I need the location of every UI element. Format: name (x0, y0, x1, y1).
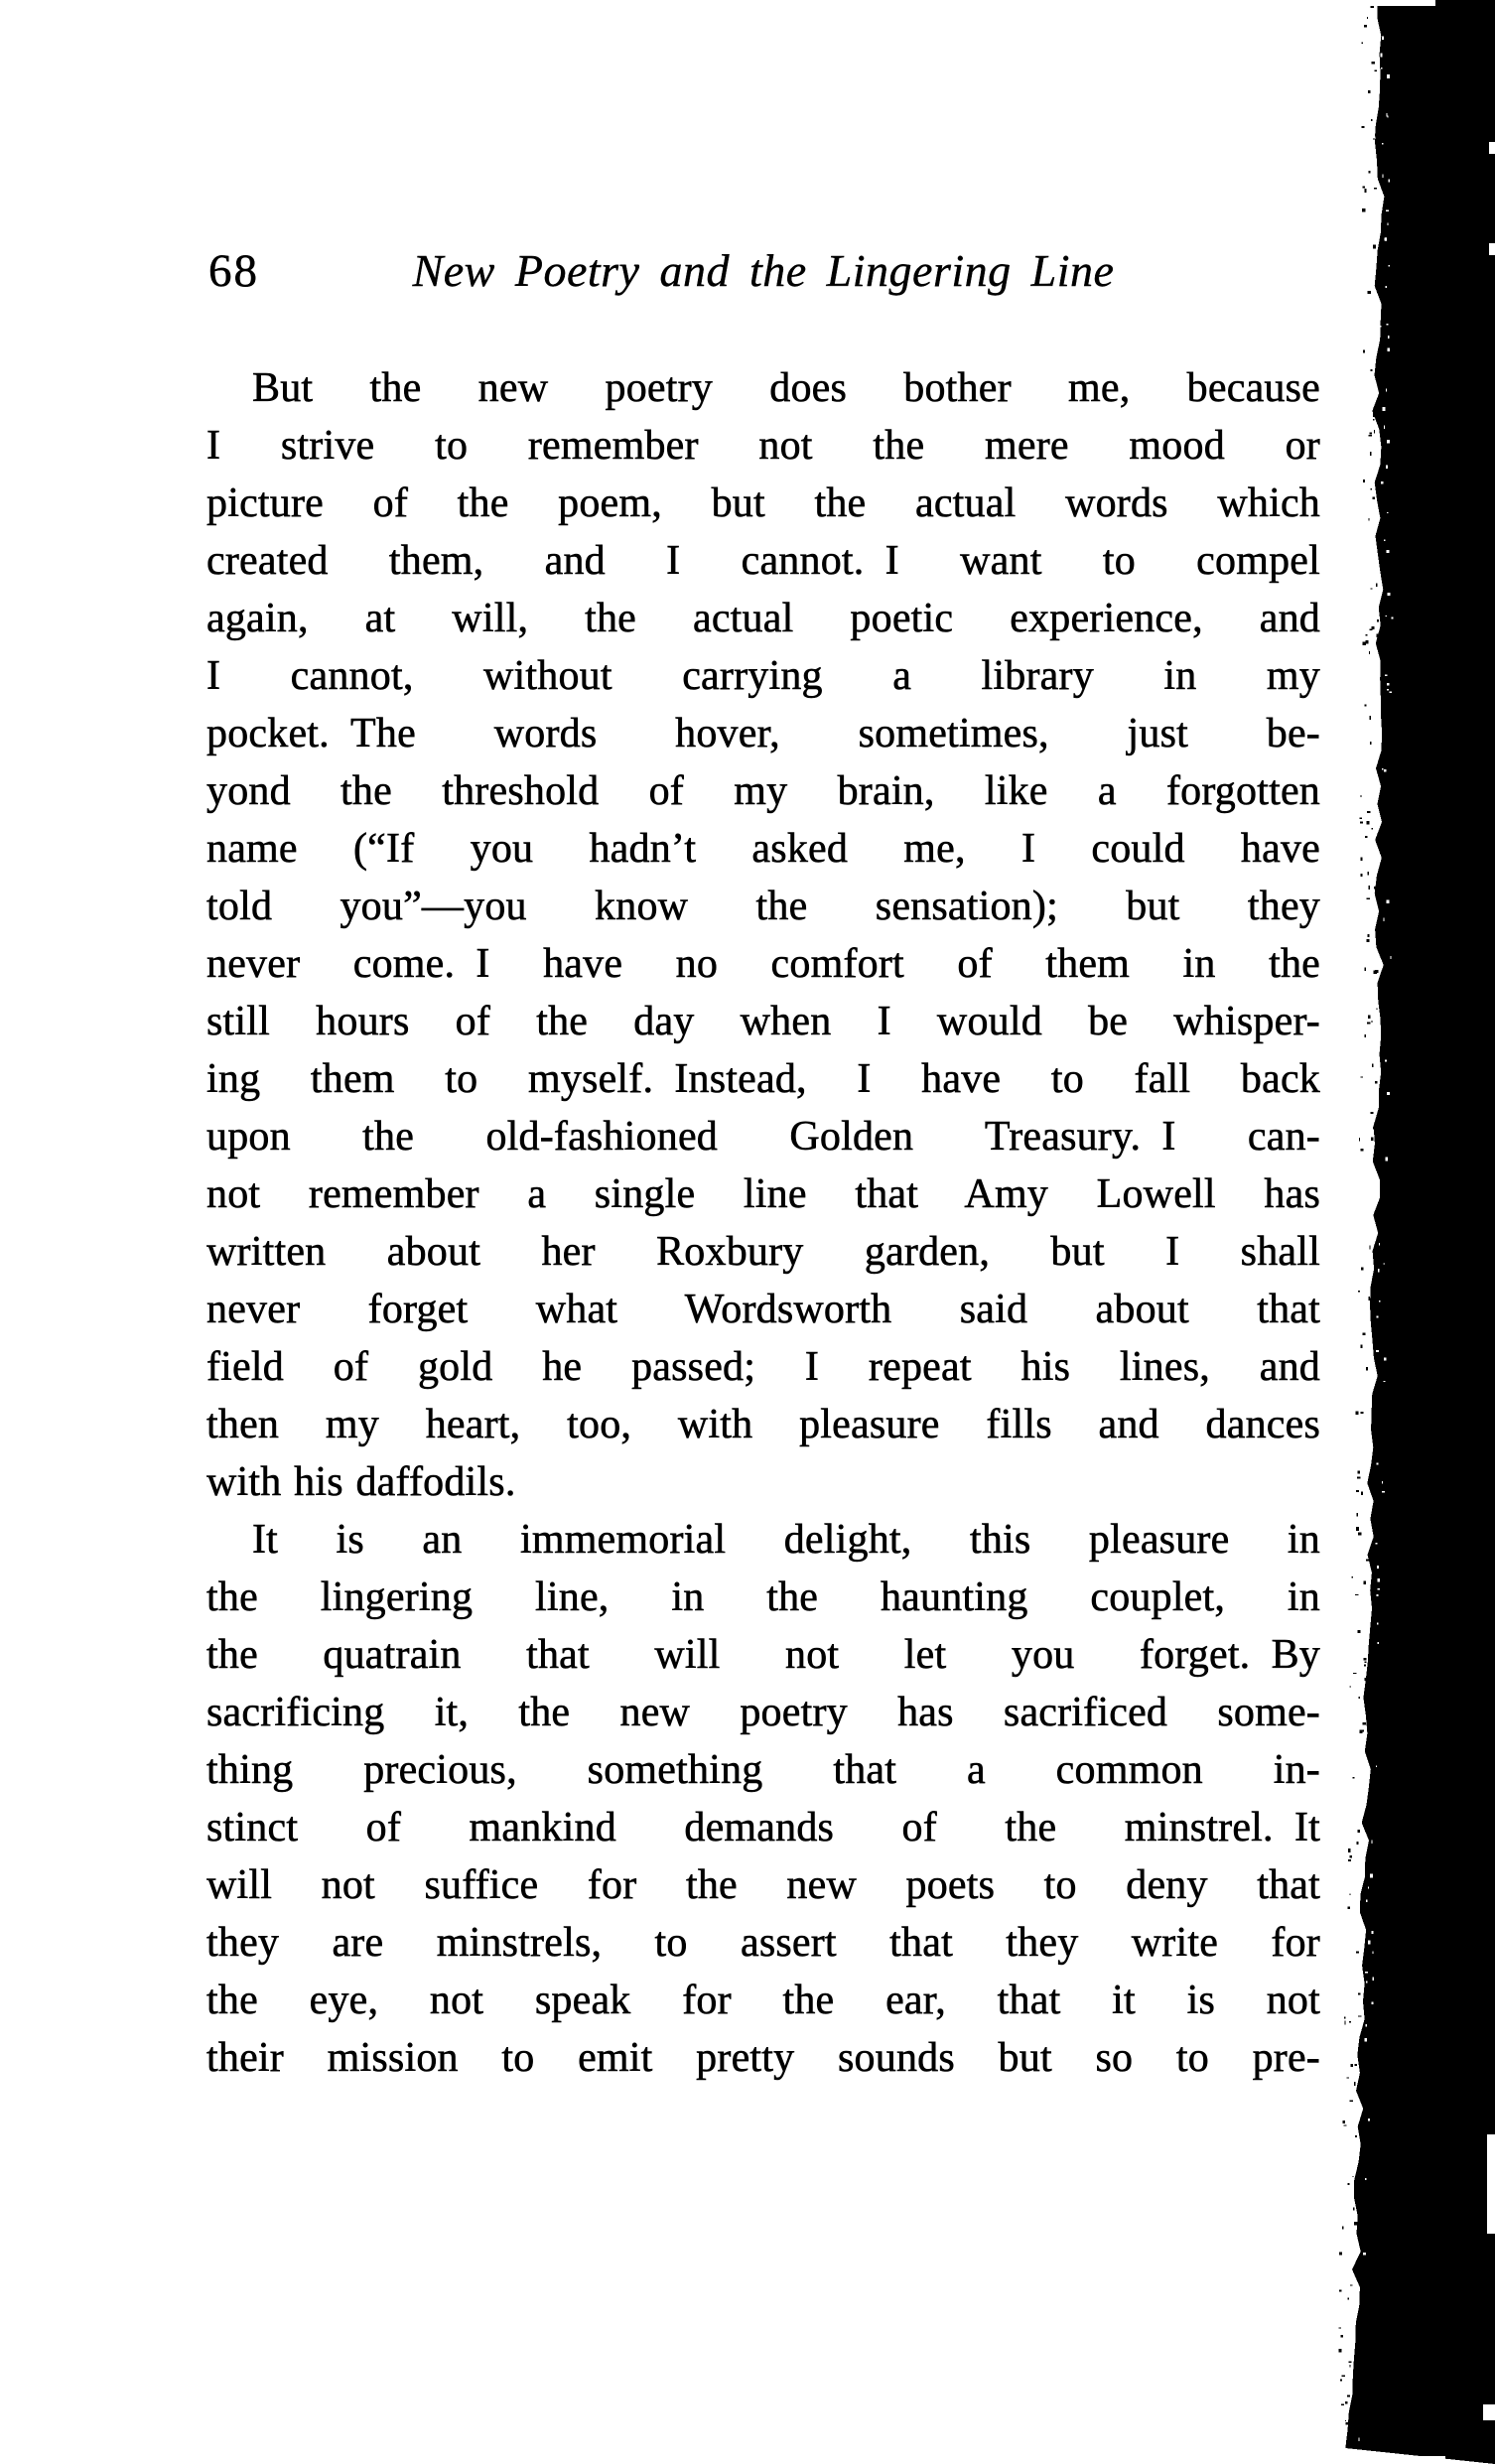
text-line: stinct of mankind demands of the minstrel. It (206, 1805, 1320, 1850)
scan-gutter-strip (1336, 0, 1495, 2464)
text-line: will not suffice for the new poets to deny that (206, 1862, 1320, 1908)
text-line: It is an immemorial delight, this pleasure in (252, 1517, 1320, 1563)
text-line: then my heart, too, with pleasure fills and dances (206, 1402, 1320, 1447)
text-line: picture of the poem, but the actual words which (206, 480, 1320, 526)
text-line: the lingering line, in the haunting couplet, in (206, 1574, 1320, 1620)
text-line: never come. I have no comfort of them in the (206, 941, 1320, 987)
text-line: upon the old-fashioned Golden Treasury. I can- (206, 1114, 1320, 1160)
text-line: with his daffodils. (206, 1459, 516, 1505)
text-line: yond the threshold of my brain, like a forgotten (206, 768, 1320, 814)
text-line: the quatrain that will not let you forget. By (206, 1632, 1320, 1678)
text-line: I strive to remember not the mere mood or (206, 423, 1320, 469)
text-line: told you”—you know the sensation); but they (206, 884, 1320, 929)
text-line: never forget what Wordsworth said about that (206, 1287, 1320, 1332)
page-body (206, 359, 1320, 2087)
text-line: name (“If you hadn’t asked me, I could have (206, 826, 1320, 872)
text-line: still hours of the day when I would be whisper- (206, 999, 1320, 1044)
text-line: again, at will, the actual poetic experience, and (206, 596, 1320, 641)
text-line: thing precious, something that a common in- (206, 1747, 1320, 1793)
text-line: their mission to emit pretty sounds but so to pre- (206, 2035, 1320, 2081)
running-head (206, 241, 1320, 301)
text-line: they are minstrels, to assert that they write for (206, 1920, 1320, 1966)
text-line: sacrificing it, the new poetry has sacrificed some- (206, 1690, 1320, 1735)
text-line: the eye, not speak for the ear, that it is not (206, 1978, 1320, 2023)
text-line: I cannot, without carrying a library in my (206, 653, 1320, 699)
text-line: pocket. The words hover, sometimes, just be- (206, 711, 1320, 756)
text-line: field of gold he passed; I repeat his lines, and (206, 1344, 1320, 1390)
text-line: created them, and I cannot. I want to compel (206, 538, 1320, 584)
text-line: But the new poetry does bother me, because (252, 365, 1320, 411)
text-line: written about her Roxbury garden, but I shall (206, 1229, 1320, 1275)
text-line: not remember a single line that Amy Lowell has (206, 1171, 1320, 1217)
running-title: New Poetry and the Lingering Line (412, 245, 1115, 296)
text-line: ing them to myself. Instead, I have to fall back (206, 1056, 1320, 1102)
page-number: 68 (208, 245, 259, 297)
